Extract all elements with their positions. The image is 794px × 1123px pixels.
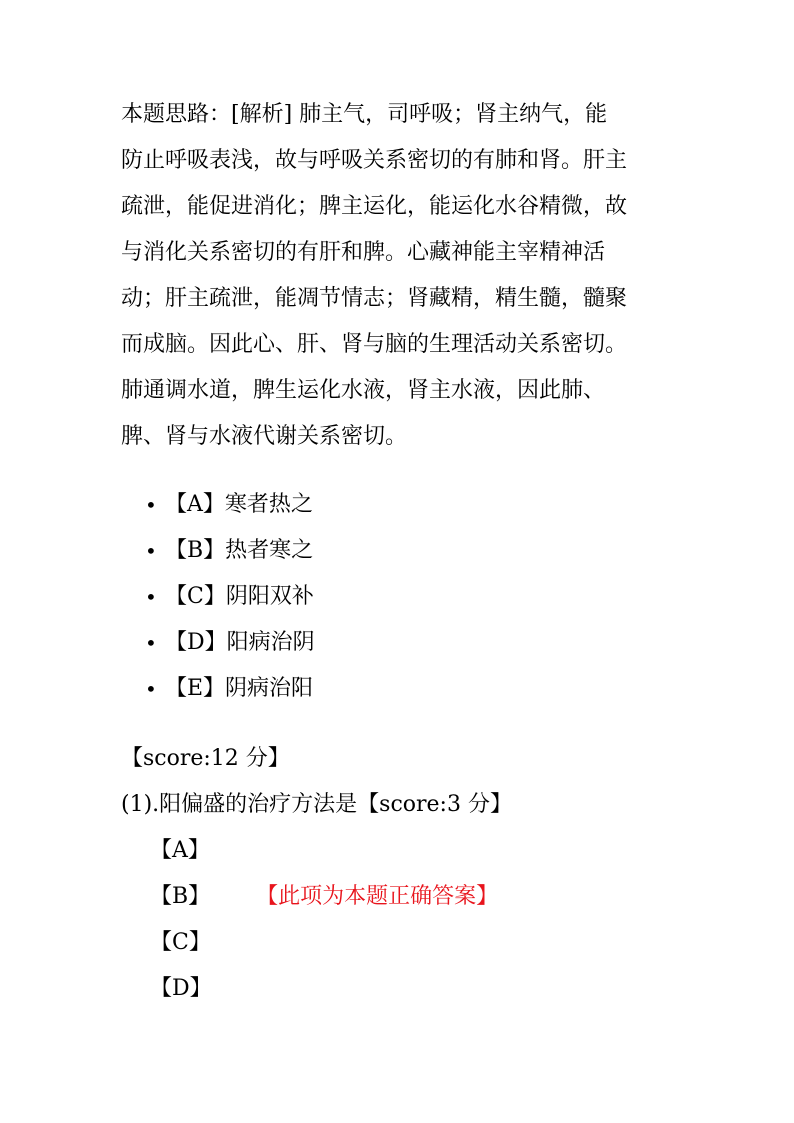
- answer-item-b: [150, 874, 498, 920]
- option-label: 【B】热者寒之: [165, 538, 314, 563]
- option-label: 【E】阴病治阳: [165, 676, 314, 701]
- answer-item-c: [150, 920, 498, 966]
- option-list: [121, 482, 681, 712]
- option-item-b: [121, 528, 681, 574]
- option-label: 【A】寒者热之: [165, 492, 313, 517]
- question-text: (1).阳偏盛的治疗方法是【score:3 分】: [121, 792, 512, 817]
- bullet-icon: •: [145, 493, 157, 517]
- option-item-c: [121, 574, 681, 620]
- analysis-line: 疏泄，能促进消化；脾主运化，能运化水谷精微，故: [121, 194, 628, 219]
- analysis-line: 与消化关系密切的有肝和脾。心藏神能主宰精神活: [121, 240, 606, 265]
- bullet-icon: •: [145, 631, 157, 655]
- analysis-line: 本题思路：[解析] 肺主气，司呼吸；肾主纳气，能: [121, 102, 608, 127]
- answer-item-a: [150, 828, 498, 874]
- analysis-line: 而成脑。因此心、肝、肾与脑的生理活动关系密切。: [121, 332, 628, 357]
- option-item-a: [121, 482, 681, 528]
- section-score: 【score:12 分】: [121, 746, 290, 771]
- answer-list: [150, 828, 498, 1012]
- analysis-line: 脾、肾与水液代谢关系密切。: [121, 424, 408, 449]
- option-item-e: [121, 666, 681, 712]
- bullet-icon: •: [145, 539, 157, 563]
- analysis-line: 动；肝主疏泄，能凋节情志；肾藏精，精生髓，髓聚: [121, 286, 628, 311]
- answer-label: 【B】: [150, 884, 211, 909]
- analysis-paragraph: [121, 92, 681, 460]
- option-label: 【D】阳病治阴: [165, 630, 315, 655]
- answer-label: 【D】: [150, 976, 212, 1001]
- correct-answer-mark: 【此项为本题正确答案】: [256, 884, 499, 909]
- option-item-d: [121, 620, 681, 666]
- bullet-icon: •: [145, 585, 157, 609]
- analysis-line: 肺通调水道，脾生运化水液，肾主水液，因此肺、: [121, 378, 606, 403]
- analysis-line: 防止呼吸表浅，故与呼吸关系密切的有肺和肾。肝主: [121, 148, 628, 173]
- option-label: 【C】阴阳双补: [165, 584, 314, 609]
- answer-label: 【C】: [150, 930, 211, 955]
- bullet-icon: •: [145, 677, 157, 701]
- answer-label: 【A】: [150, 838, 210, 863]
- answer-item-d: [150, 966, 498, 1012]
